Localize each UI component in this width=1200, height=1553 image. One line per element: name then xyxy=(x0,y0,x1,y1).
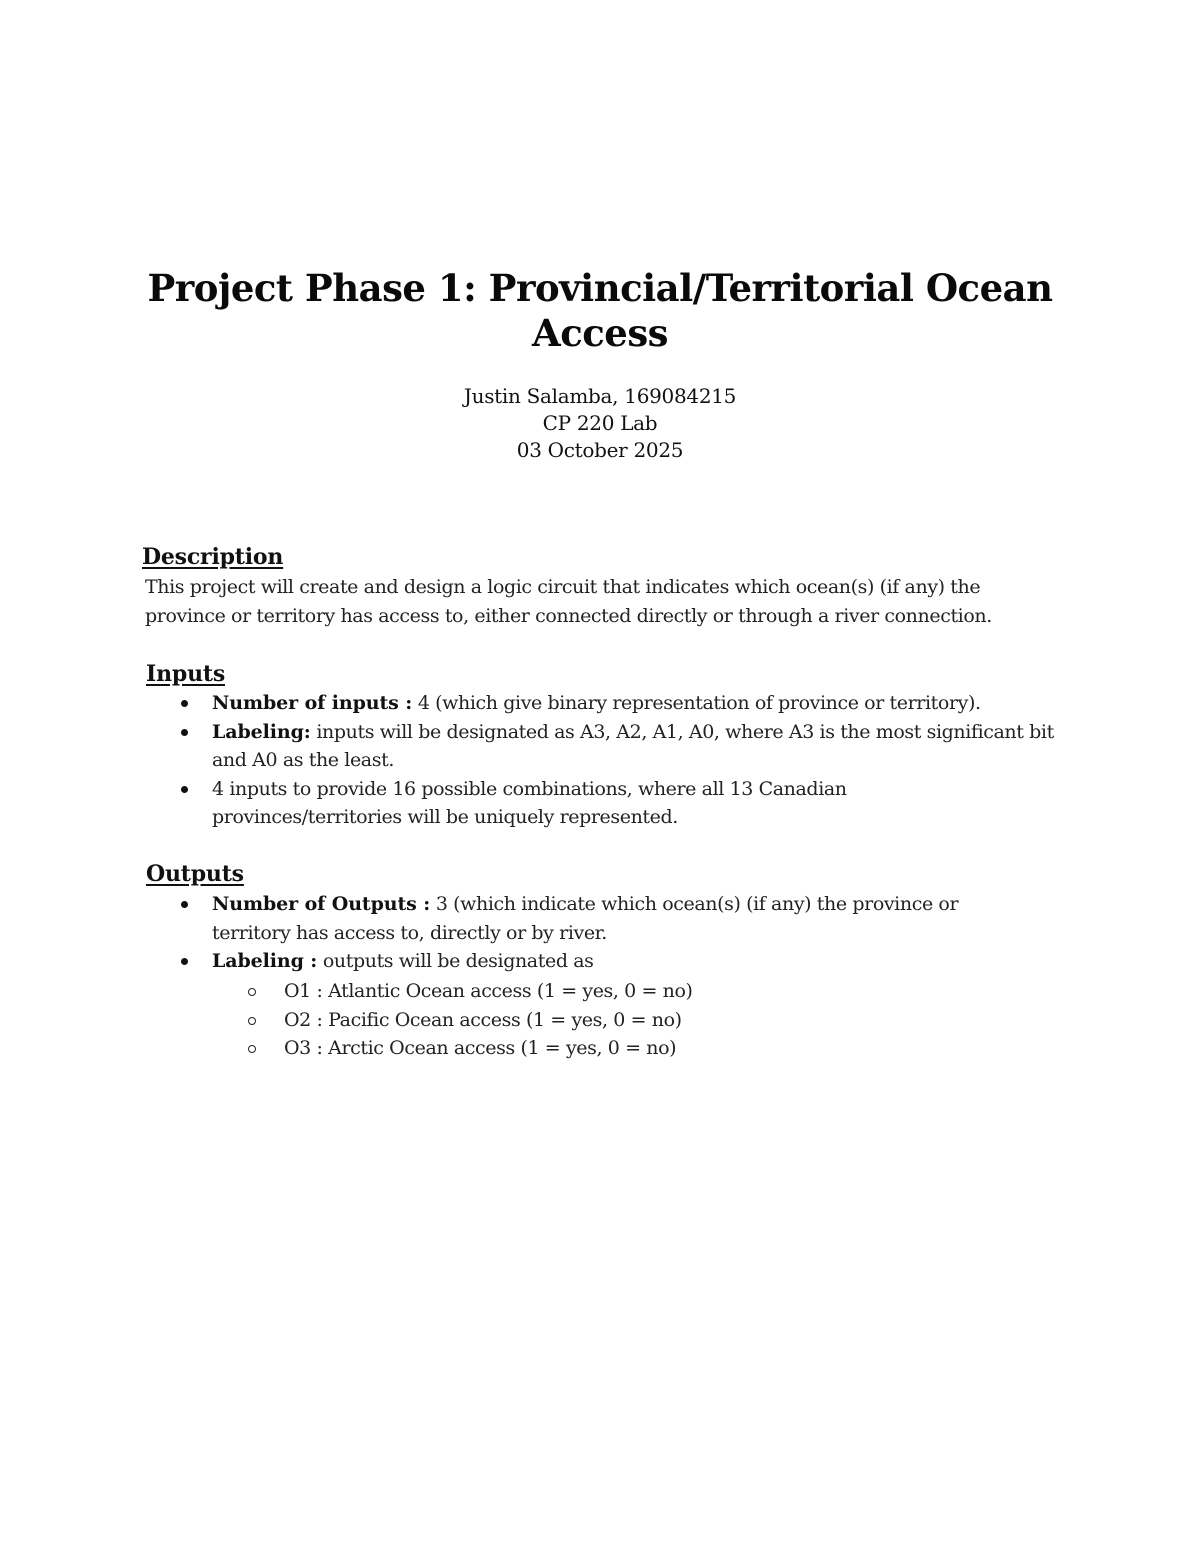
hollow-bullet-icon xyxy=(248,1017,256,1025)
hollow-bullet-icon xyxy=(248,1045,256,1053)
item-label: Labeling : xyxy=(212,950,318,972)
outputs-sublist xyxy=(248,977,948,1063)
item-label: Number of Outputs : xyxy=(212,893,431,915)
course-line: CP 220 Lab xyxy=(542,411,658,435)
bullet-icon xyxy=(181,901,188,908)
list-item xyxy=(181,689,1061,718)
inputs-list xyxy=(181,689,1061,832)
author-line: Justin Salamba, 169084215 xyxy=(463,384,737,408)
bullet-icon xyxy=(181,958,188,965)
list-item xyxy=(181,890,1011,947)
list-item xyxy=(181,718,1061,775)
item-label: Number of inputs : xyxy=(212,692,413,714)
inputs-heading: Inputs xyxy=(146,661,226,687)
sub-list-item xyxy=(248,1006,948,1035)
sub-list-item xyxy=(248,977,948,1006)
bullet-icon xyxy=(181,700,188,707)
list-item xyxy=(181,775,892,832)
item-text: inputs will be designated as A3, A2, A1, A0, where A3 is the most significant bit and A0 as the least. xyxy=(212,720,1054,771)
title-block xyxy=(300,383,900,464)
bullet-icon xyxy=(181,786,188,793)
outputs-list xyxy=(181,890,1011,976)
document-title: Project Phase 1: Provincial/Territorial Ocean Access xyxy=(147,266,1053,355)
sub-list-item xyxy=(248,1034,948,1063)
description-heading: Description xyxy=(142,544,284,570)
bullet-icon xyxy=(181,729,188,736)
outputs-heading: Outputs xyxy=(146,861,244,887)
date-line: 03 October 2025 xyxy=(516,438,684,462)
description-text: This project will create and design a logic circuit that indicates which ocean(s) (if any) the province or territory has access to, either connected directly or through a river connection. xyxy=(145,576,992,627)
item-text: 3 (which indicate which ocean(s) (if any) the province or territory has access to, directly or by river. xyxy=(212,893,959,944)
hollow-bullet-icon xyxy=(248,988,256,996)
sub-item-text: O1 : Atlantic Ocean access (1 = yes, 0 = no) xyxy=(284,980,693,1002)
item-text: outputs will be designated as xyxy=(317,950,594,972)
list-item xyxy=(181,947,1011,976)
item-text: 4 (which give binary representation of province or territory). xyxy=(412,692,981,714)
item-text: 4 inputs to provide 16 possible combinations, where all 13 Canadian provinces/territories will be uniquely represented. xyxy=(212,777,847,828)
sub-item-text: O2 : Pacific Ocean access (1 = yes, 0 = no) xyxy=(284,1008,682,1031)
sub-item-text: O3 : Arctic Ocean access (1 = yes, 0 = no) xyxy=(284,1037,677,1059)
item-label: Labeling: xyxy=(212,720,311,743)
